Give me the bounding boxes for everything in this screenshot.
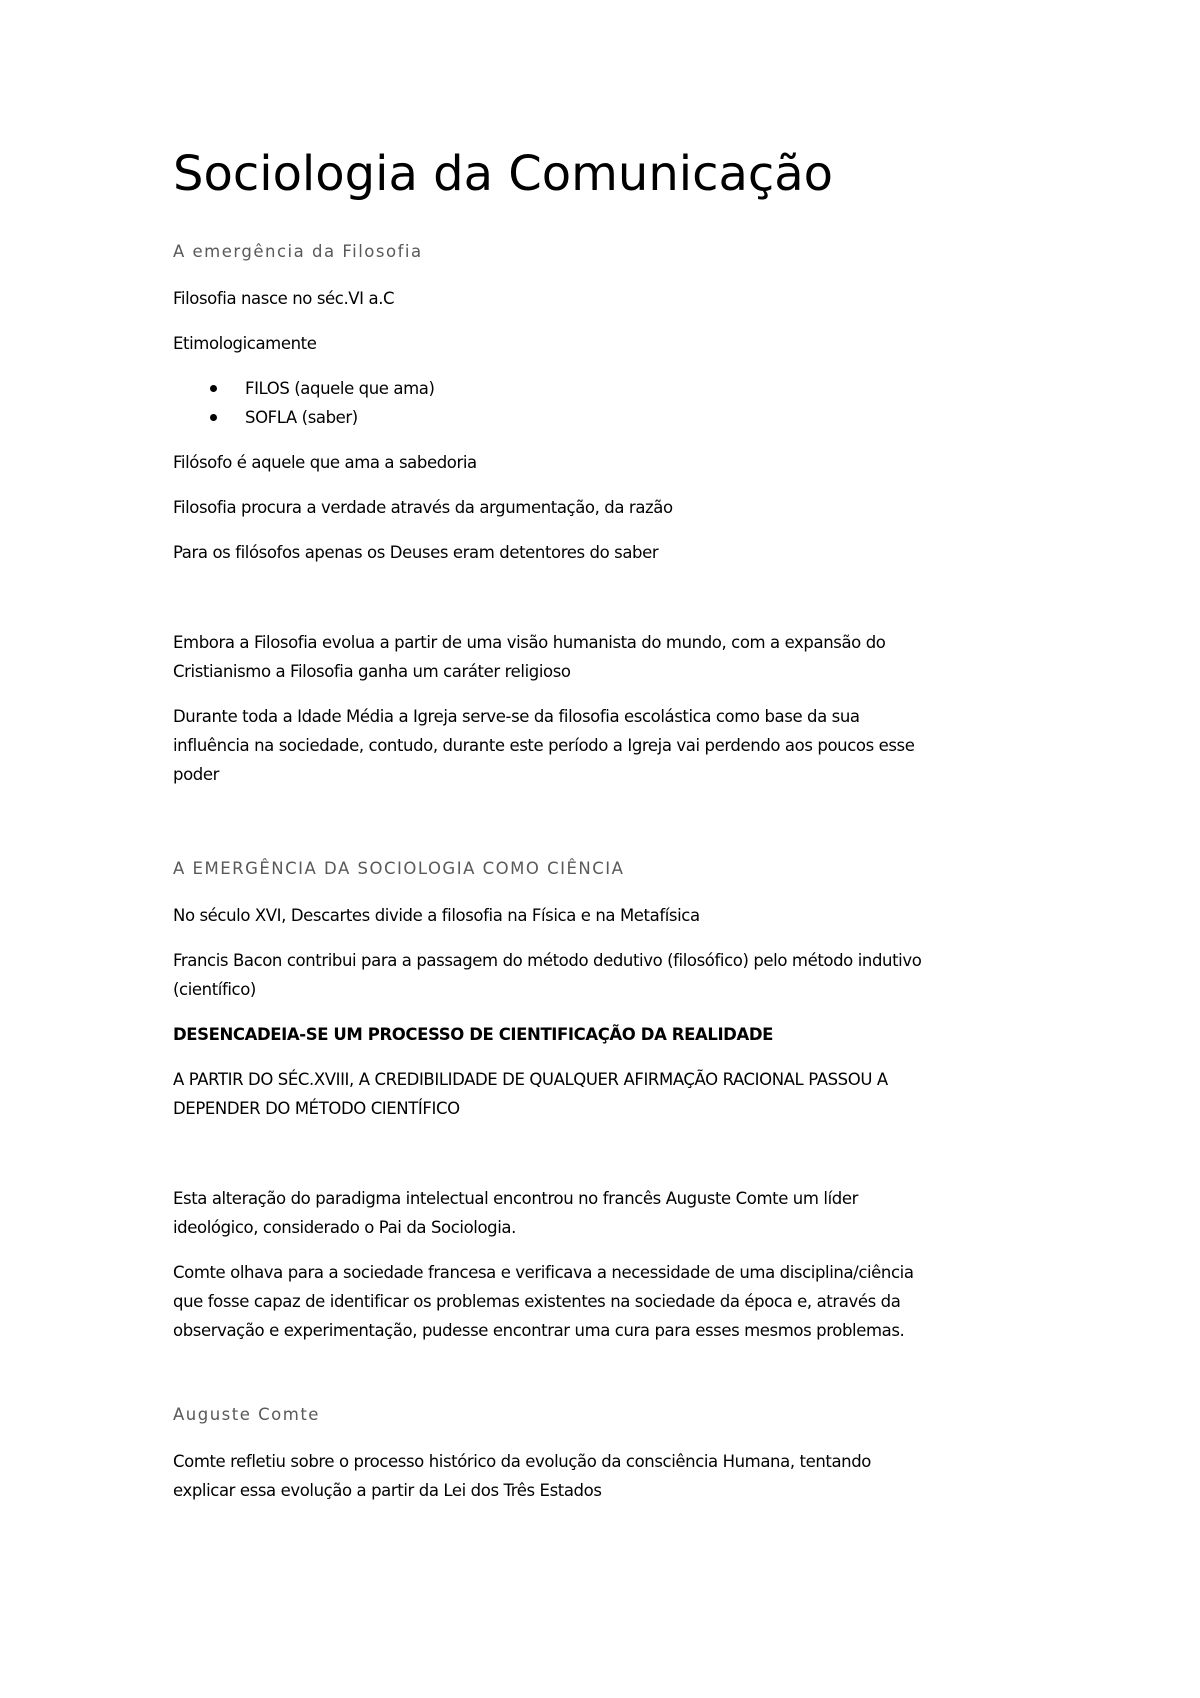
bullet-icon: [210, 414, 217, 421]
paragraph: Etimologicamente: [173, 334, 317, 353]
paragraph: Filosofia nasce no séc.VI a.C: [173, 289, 395, 308]
paragraph-line: que fosse capaz de identificar os problemas existentes na sociedade da época e, através da: [173, 1292, 901, 1311]
paragraph: [173, 1065, 1053, 1123]
section-heading-sociologia: A EMERGÊNCIA DA SOCIOLOGIA COMO CIÊNCIA: [173, 859, 625, 878]
paragraph: [173, 1258, 1053, 1345]
paragraph: [173, 946, 1053, 1004]
paragraph-line: influência na sociedade, contudo, durante este período a Igreja vai perdendo aos poucos esse: [173, 736, 915, 755]
paragraph-line: DEPENDER DO MÉTODO CIENTÍFICO: [173, 1099, 460, 1118]
paragraph: [173, 702, 1053, 789]
paragraph: [173, 628, 1053, 686]
list-item: [173, 374, 1053, 403]
paragraph: [173, 1184, 1053, 1242]
section-heading-filosofia: A emergência da Filosofia: [173, 242, 423, 261]
paragraph-line: Embora a Filosofia evolua a partir de uma visão humanista do mundo, com a expansão do: [173, 633, 886, 652]
section-heading-comte: Auguste Comte: [173, 1405, 320, 1424]
paragraph-line: Comte olhava para a sociedade francesa e verificava a necessidade de uma disciplina/ciência: [173, 1263, 914, 1282]
paragraph: No século XVI, Descartes divide a filosofia na Física e na Metafísica: [173, 906, 700, 925]
list-item: [173, 403, 1053, 432]
paragraph-line: Francis Bacon contribui para a passagem do método dedutivo (filosófico) pelo método indutivo: [173, 951, 922, 970]
paragraph-line: Comte refletiu sobre o processo histórico da evolução da consciência Humana, tentando: [173, 1452, 872, 1471]
document-title: Sociologia da Comunicação: [173, 146, 834, 202]
paragraph-line: A PARTIR DO SÉC.XVIII, A CREDIBILIDADE DE QUALQUER AFIRMAÇÃO RACIONAL PASSOU A: [173, 1070, 888, 1089]
paragraph: Para os filósofos apenas os Deuses eram detentores do saber: [173, 543, 659, 562]
list-item-text: SOFLA (saber): [245, 408, 358, 427]
paragraph-line: Durante toda a Idade Média a Igreja serve-se da filosofia escolástica como base da sua: [173, 707, 860, 726]
list-item-text: FILOS (aquele que ama): [245, 379, 435, 398]
paragraph-line: poder: [173, 765, 219, 784]
paragraph: Filosofia procura a verdade através da argumentação, da razão: [173, 498, 673, 517]
paragraph-line: ideológico, considerado o Pai da Sociologia.: [173, 1218, 516, 1237]
paragraph-line: Cristianismo a Filosofia ganha um caráter religioso: [173, 662, 571, 681]
paragraph-bold: DESENCADEIA-SE UM PROCESSO DE CIENTIFICAÇÃO DA REALIDADE: [173, 1025, 774, 1044]
paragraph-line: Esta alteração do paradigma intelectual encontrou no francês Auguste Comte um líder: [173, 1189, 858, 1208]
paragraph-line: observação e experimentação, pudesse encontrar uma cura para esses mesmos problemas.: [173, 1321, 905, 1340]
document-page: [173, 138, 1053, 1505]
paragraph: Filósofo é aquele que ama a sabedoria: [173, 453, 477, 472]
bullet-list: [173, 374, 1053, 432]
paragraph-line: explicar essa evolução a partir da Lei dos Três Estados: [173, 1481, 602, 1500]
paragraph: [173, 1447, 1053, 1505]
bullet-icon: [210, 385, 217, 392]
paragraph-line: (científico): [173, 980, 256, 999]
